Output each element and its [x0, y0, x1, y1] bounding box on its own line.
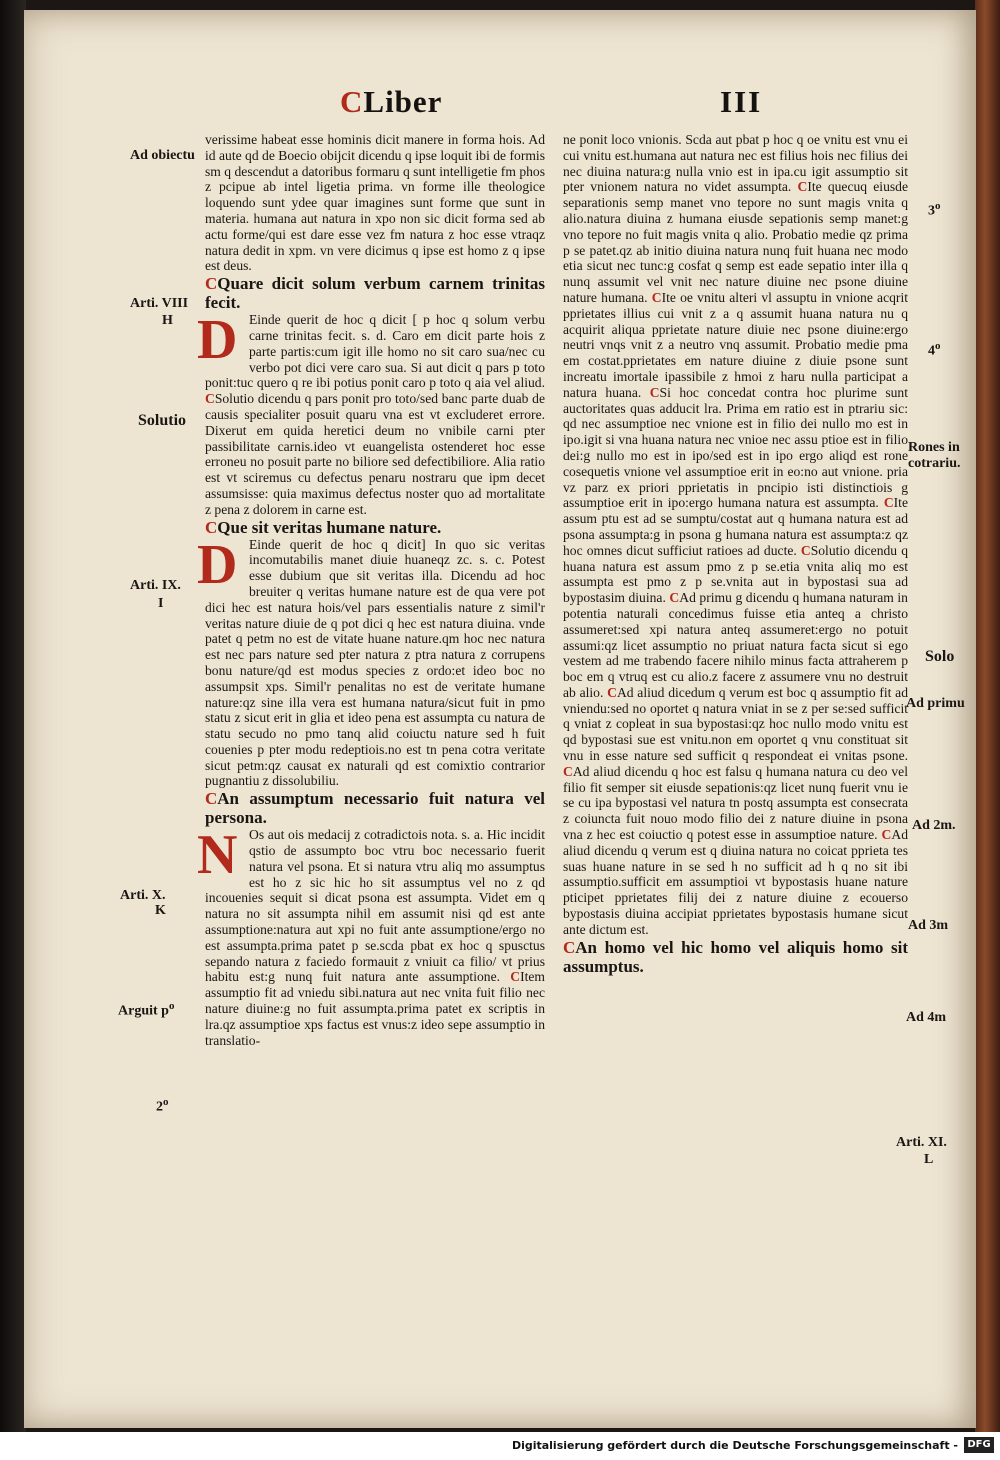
margin-note: Arti. XI. [896, 1135, 947, 1150]
margin-number: 4$^o$ [928, 340, 941, 359]
margin-letter: K [155, 903, 166, 918]
margin-letter: H [162, 313, 173, 328]
paragraph: N Os aut ois medacij z cotradictois nota. s. a. Hic incidit qstio de assumpto boc vtru boc necessario fuerit natura vel psona. Et si natura vtru aliq mo assumptus est ho z sic hic ho sit assumptus vel no z qd incouenies sequit si dicat psona est assumpta. Videt em q natura no sit assumpta nihil em assumit nisi qd est ante assumptione:natura aut xpi no fuit ante assumptione/ergo no est assumpta.prima patet p se.scda pbat ex hoc q spusctus sepando natura z faciedo formauit z vniuit ca filio/ vt prius habitu est:g nunq fuit natura ante assumptione. CItem assumptio fit ad vniedu sibi.natura aut nec vnita fuit filio nec nature diuine:g no fuit assumpta.prima patet ex scriptis in lra.qz assumptioe xps factus est vnus:z ideo sepe assumptio in translatio- [197, 824, 545, 1048]
book-number: III [720, 84, 763, 119]
margin-note: Solo [925, 648, 955, 665]
margin-number: 2$^o$ [156, 1096, 169, 1115]
margin-note: Ad primu [906, 696, 965, 711]
margin-note: Ad 2m. [912, 818, 956, 833]
margin-number: 3$^o$ [928, 200, 941, 219]
running-head [340, 84, 442, 120]
margin-letter: L [924, 1152, 934, 1167]
margin-note: Arti. IX. [130, 578, 181, 593]
footer-bar [0, 1432, 1000, 1460]
margin-note: Arti. VIII [130, 296, 189, 311]
drop-cap-initial: D [197, 533, 238, 596]
section-heading: CAn assumptum necessario fuit natura vel persona. [205, 789, 545, 828]
margin-note: Ad 3m [908, 918, 949, 933]
section-heading: CQuare dicit solum verbum carnem trinitas fecit. [205, 274, 545, 313]
right-column [563, 132, 908, 976]
margin-letter: I [158, 596, 164, 611]
running-head-word: Liber [363, 84, 443, 119]
footer-credit: Digitalisierung gefördert durch die Deutsche Forschungsgemeinschaft - [511, 1439, 958, 1452]
section-heading: CQue sit veritas humane nature. [205, 517, 442, 537]
margin-note: Ad 4m [906, 1010, 947, 1025]
book-binding-left [0, 0, 26, 1432]
paragraph: D Einde querit de hoc q dicit] In quo sic veritas incomutabilis manet diuie huaneqz zc. s. c. Potest esse dubium que sit veritas illa. Dicendu ad hoc breuiter q veritas humane nature est de qua vere pot dici hec est natura hois/vel pars essentialis nature z simil'r veritas nature diuie de q pot dici q hec est natura diuina. vnde patet q petm no est de vitate huane nature.qm hoc nec natura est nec pars nature sed pter natura z ptra natura z corrupens bonu nature/qd est modus species z ordo:et ideo boc no assumpsit xps. Simil'r penalitas no est de veritate humane nature:qz sine illa vera est humana natura/sicut fuit in pmo statu z sicut erit in glia et ideo pena est assumpta cu natura de statu secudo no pmo tanq alid coiuctu nature sed h fuit couenies p pter modu redeptiois.no est tn pena cotra veritate sicut petm:qz causat ex naturali qd est comixtio contrarior pugnantiu z dissolubiliu. [197, 533, 545, 789]
paragraph: ne ponit loco vnionis. Scda aut pbat p hoc q oe vnitu est vnu ei cui vnitu est.humana aut natura nec est filius hois nec filius dei nec diuina natura:g nulla vnio est in ipa.cu igit assumptio sit pter vnionem natura no videt assumpta. CIte quecuq eiusde separationis semp manet vno tepore no sunt magis vnita q alio.natura diuina z humana eiusde sepationis semp manet:g vno tepore no fuit magis vnita q alio. Probatio medie qz prima p se patet.qz ab initio diuina natura nunq fuit huana nec modo etia sicut nec tunc:g cosfat q semp est eade sepatio inter illa q nunq assumit vel vnit nec nature diuine nec psone diuine nature humana. CIte oe vnitu alteri vl assuptu in vnione acqrit pprietates illius cui vnit z a q assumit huana natura nu q acquirit aliqua pprietate nature diuie nec psone diuine:ergo neutri vnqs vnit z a neutro vnq assumit. Probatio medie pma em costat.pprietates em nature diuine z diuie psone sunt increatu imortale ipassibile z hmoi z haru nulla participat a natura huana. CSi hoc concedat contra hoc plurime sunt auctoritates quas adducit lra. Prima em ratio est in ptrariu sic: qd nec assumptioe nec vnione est in filio dei nullo mo est in ipo.igit si vna huana natura nec vnioe nec assu ptioe est in filio dei:g nullo mo est in ipo/sed est in ipo ergo aliqd est rone cosequetis vnione vel assumptioe erit in eo:no aut vnione. pria vz parz ex priori pprietatis in pncipio isti distinctiois g assumptioe erit in ipo:ergo humana natura est assumpta. CIte assum ptu est ad se sumptu/costat aut q humana natura est ad psona assumpta:g in psona g humana natura est assumpta:z qz hoc omnes dicut sufficiut ratioes ad ducte. CSolutio dicendu q huana natura est assum pmo z p se.etia vnita aliq mo est assumpta est pmo z p se.vnita aut in bypostasi sua ad bypostasim diuina. CAd primu g dicendu q humana naturam in potentia naturali concedimus fuisse etia anteq a christo assumeret:sed xpi natura anteq assumeret:ergo no potuit assumi:qz licet assumptio no priuat natura facta sicut si ego vestem ad me trabendo facere nihilo minus facta attraherem p boc em q vtruq est cu alio.z facere z assumere vnu no destruit ab alio. CAd aliud dicedum q verum est boc q assumptio fit ad vniendu:sed no oportet q natura vniat in se z per se:sed sufficit q vniat z copleat in sua bypostasi:qz hoc nullo modo vnitu est qd bypostasi sue est vnitu.non em oportet q vnu constituat sit vnu in esse nature sed sufficit q respondeat ei vnitas psone. CAd aliud dicendu q hoc est falsu q humana natura cu deo vel filio fit semper sit eiusde sepationis:qz licet nunq fuerit vnu ie se cu ipa bypostasi vel natura tn postq assumpta est consecrata z coiuncta fuit nouo modo filio dei z nature diuine in psona vna z hec est coiuctio q potest esse in assumptioe nature. CAd aliud dicendu q verum est q diuina natura no coicat pprieta tes suas huane nature in se sed h no sufficit ad h q no sit ibi assumptio.sufficit em assumptioi vt bypostasis huane nature pticipet pprietates filij dei z nature diuine z ecouerso bypostasis diuina accipiat pprietates bypostasis humane sicut ante dictum est. [563, 132, 909, 937]
rubric-mark: C [340, 84, 364, 119]
book-binding-right [975, 0, 1000, 1432]
left-column [197, 132, 545, 1048]
paragraph: D Einde querit de hoc q dicit [ p hoc q solum verbu carne trinitas fecit. s. d. Caro em dicit parte hois z parte partis:cum igit ille homo no sit caro sua/nec cu verbo pot dici vere caro sua. Si aut dicit q pars p toto ponit:tuc quero q re ibi potius ponit caro p toto q aia vel aliud. CSolutio dicendu q pars ponit pro toto/sed banc parte duab de causis specialiter posuit quaru vna est vt excluderet errore. Dixerut em quida heretici deum no vnibile carni pter passibilitate carnis.ideo vt euangelista ostenderet hoc esse erroneu no posuit parte no biliore sed defectibiliore. Alia ratio est vt sciremus cu defectus penaru nostraru que ipm decet assumsisse: quia maximus defectus noster quo ad mortalitate z pena z dolorem in carne est. [197, 309, 545, 517]
paragraph: verissime habeat esse hominis dicit manere in forma hois. Ad id aute qd de Boecio obijcit dicendu q ipse loquit ibi de formis sm q descendut a datoribus formaru q sunt intelligetie fm phos z pcipue ab intel ligetia prima. vn forme ille theologice loquendo sunt ydee quar imagines sunt forme que sunt in materia. humana aut natura in xpo non sic dicit forma sed ab actu forme/qui est dare esse vez fm natura z hoc esse vtraqz natura dedit in xpm. vn vere dicimus q ipse est homo z q ipse est deus. [205, 132, 545, 274]
drop-cap-initial: N [197, 824, 238, 887]
margin-note: Solutio [138, 412, 187, 429]
margin-note: Ad obiectu [130, 148, 195, 163]
margin-note: Rones in cotrariu. [908, 440, 961, 471]
margin-note: Arti. X. [120, 888, 166, 903]
drop-cap-initial: D [197, 309, 238, 372]
section-heading: CAn homo vel hic homo vel aliquis homo sit assumptus. [563, 937, 908, 976]
margin-note: Arguit $p^o$ [118, 1000, 175, 1019]
dfg-logo: DFG [964, 1437, 994, 1453]
